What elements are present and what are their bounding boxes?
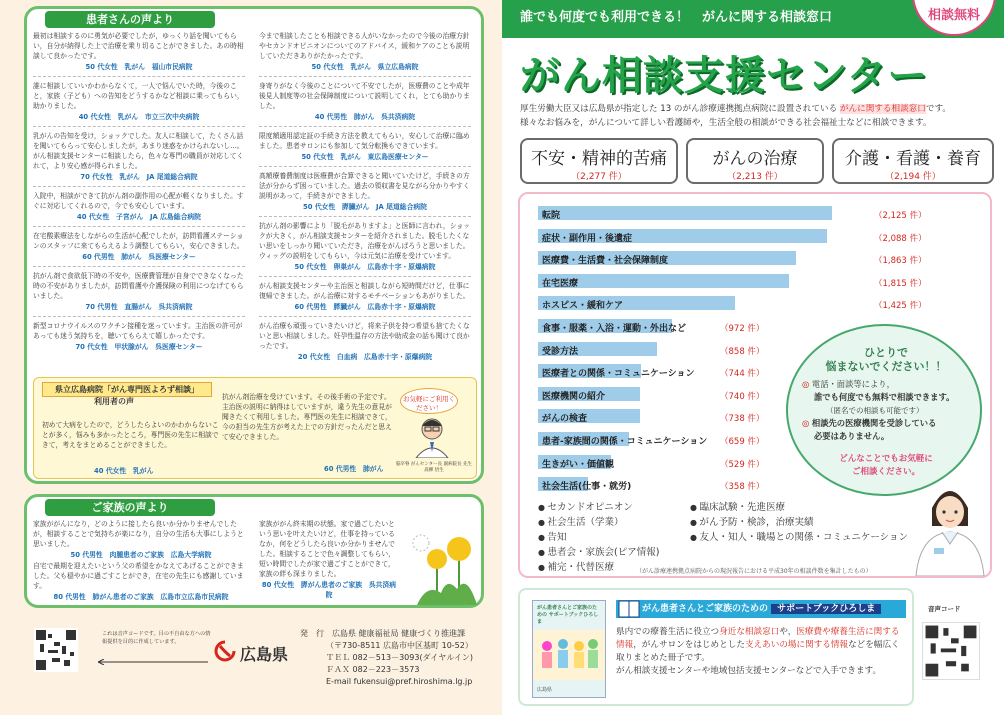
topic-item: ● 告知 <box>538 530 688 545</box>
portal-voices-box <box>33 377 477 479</box>
bullet-icon: ◎ <box>802 379 810 389</box>
topic-item: ● セカンドオピニオン <box>538 500 688 515</box>
publisher-email[interactable]: E-mail fukensui@pref.hiroshima.lg.jp <box>326 677 473 686</box>
topic-item: ● 友人・知人・職場との関係・コミュニケーション <box>690 530 990 545</box>
voice-signature: 50 代女性 卵巣がん 広島赤十字・原爆病院 <box>294 263 436 271</box>
book-icon <box>618 598 640 620</box>
chart-value-label: （2,088 件） <box>874 233 927 244</box>
cover-title: がん患者さんとご家族のための サポートブックひろしま <box>537 605 599 625</box>
cover-publisher: 広島県 <box>537 687 553 693</box>
voice-text: 乳がんの告知を受け，ショックでした。友人に相談して，たくさん話を聞いてもらって安心しましたが，あまり迷惑をかけられないし…。がん相談支援センターに相談したら，色々な専門の職員が対応してくれて，より安心感が得られました。 <box>33 132 244 170</box>
chart-bar-label: 患者-家族間の関係・コミュニケーション <box>542 437 708 447</box>
portal-subtitle: 利用者の声 <box>94 397 134 406</box>
intro-highlight: がんに関する相談窓口 <box>839 104 926 114</box>
family-voice-3: 家族ががん終末期の状態。家で過ごしたいという思いを叶えたいけど，仕事を持っているなか，何をどうしたら良いか分かりませんでした。相談することで色々調整してもらい，短い時間でしたが家で過ごすことができて，家族の絆も深まりました。 80 代女性 膵がん患者のご家族 呉共済病院 <box>259 520 397 599</box>
page-title: がん相談支援センター <box>520 53 929 99</box>
portal-left-text: 初めて大病をしたので，どうしたらよいのかわからないことが多く，悩みも多かったところ，専門医の先生に相談できて，考えをまとめることができました。 <box>42 421 219 449</box>
family-voices-panel <box>24 494 484 608</box>
free-badge: 相談無料 <box>912 0 996 36</box>
patient-voices-heading: 患者さんの声より <box>45 11 215 28</box>
chart-value-label: （972 件） <box>720 324 765 334</box>
publisher: 広島県 健康福祉局 健康づくり推進課 <box>332 629 466 638</box>
voice-text: 今まで相談したことも相談できる人がいなかったので今後の治療方針やセカンドオピニオンについてのアドバイス，緩和ケアのことも説明していただきありがたかったです。 <box>259 32 470 60</box>
doctor-avatar <box>412 416 452 458</box>
divider <box>259 276 471 277</box>
chart-value-label: （1,863 件） <box>874 256 927 267</box>
voice-text: 在宅酸素療法をしながらの生活が心配でしたが，訪問看護ステーションのスタッフに来てもらえるよう調整してもらい，安心できました。 <box>33 232 244 250</box>
portal-right-sig: 60 代男性 肺がん <box>324 465 384 473</box>
cover-people-icon <box>533 630 605 680</box>
patient-voices-panel <box>24 6 484 484</box>
book-icon-badge <box>618 598 640 620</box>
chart-value-label: （858 件） <box>720 346 765 357</box>
voice-signature: 50 代女性 乳がん 東広島医療センター <box>301 153 429 161</box>
topic-item: ● がん予防・検診，治療実績 <box>690 515 990 530</box>
category-treatment: がんの治療 （2,213 件） <box>686 138 824 184</box>
voice-code-note: これは音声コードです。目の不自由な方への情報提供を目的に作成しています。 <box>102 631 211 645</box>
voice-text: 新型コロナウイルスのワクチン接種を迷っています。主治医の許可があっても迷う気持ちを，聴いてもらえて嬉しかったです。 <box>33 322 243 340</box>
chart-bar-label: 食事・服薬・入浴・運動・外出など <box>542 324 687 334</box>
chart-value-label: （1,815 件） <box>874 278 927 289</box>
voice-code-label: 音声コード <box>928 605 961 613</box>
pref-emblem-icon <box>214 640 236 662</box>
bubble-closing-1: どんなことでもお気軽に <box>839 454 933 464</box>
nurse-illustration <box>910 478 990 576</box>
voice-signature: 50 代女性 膵臓がん JA 尾道総合病院 <box>303 203 427 211</box>
publisher-address: （〒730-8511 広島市中区基町 10-52） <box>326 641 473 650</box>
bubble-closing-2: ご相談ください。 <box>851 467 920 477</box>
portal-title-tag: 県立広島病院「がん専門医よろず相談」 <box>55 385 199 394</box>
voice-text: 誰に相談していいかわからなくて，一人で悩んでいた時，今後のこと，家族（子ども）への告知をどうするかなど相談に乗ってもらい，助かりました。 <box>33 82 244 110</box>
divider <box>259 316 471 317</box>
chart-value-label: （529 件） <box>720 459 765 470</box>
divider <box>259 166 471 167</box>
category-care: 介護・看護・養育 （2,194 件） <box>832 138 994 184</box>
topic-item: ● 補完・代替医療 <box>538 560 688 575</box>
chart-bar <box>538 206 832 220</box>
voice-signature: 20 代女性 白血病 広島赤十字・原爆病院 <box>297 353 433 361</box>
chart-bar-label: 生きがい・価値観 <box>542 459 615 470</box>
dandelion-illustration <box>407 523 481 605</box>
bubble-body: ◎ 電話・面談等により， 誰でも何度でも無料で相談できます。 （匿名での相談も可能です） ◎ 相談先の医療機関を受診している 必要はありません。 <box>802 379 955 441</box>
patient-voices-right-col <box>259 31 471 381</box>
pref-name: 広島県 <box>240 645 289 664</box>
divider <box>33 226 245 227</box>
divider <box>259 216 471 217</box>
chart-bar-label: 社会生活(仕事・就労) <box>542 482 632 493</box>
top-banner: 誰でも何度でも利用できる！ がんに関する相談窓口 <box>502 0 1004 38</box>
chart-bar-label: 医療費・生活費・社会保障制度 <box>542 256 669 267</box>
chart-value-label: （2,125 件） <box>874 211 927 221</box>
voice-signature: 40 代女性 乳がん 市立三次中央病院 <box>78 113 200 121</box>
chart-bar-label: 症状・副作用・後遺症 <box>542 233 633 244</box>
topic-item: ● 臨床試験・先進医療 <box>690 500 990 515</box>
voice-text: 抗がん剤で食欲低下時の不安や，医療費管理が自身でできなくなった時の不安がありましたが，訪問看護や介護保険の利用につなげてもらいました。 <box>33 272 244 300</box>
portal-title <box>42 382 212 397</box>
divider <box>33 76 245 77</box>
portal-right-text: 抗がん剤治療を受けています。その後手術の予定です。主治医の説明に納得はしていますが，違う先生の意見が聞きたくて利用しました。専門医の先生に相談できて，今の担当の先生方が考えた上での方針だったんだと思えて安心できました。 <box>222 393 392 441</box>
publisher-tel: ＴＥＬ 082－513－3093(ダイヤルイン) <box>326 653 474 662</box>
chart-value-label: （740 件） <box>720 391 765 402</box>
chart-source-note: （がん診療連携拠点病院からの現況報告における平成30年の相談件数を集計したもの） <box>636 568 872 575</box>
publisher-label: 発 行 <box>300 629 324 638</box>
chart-bar-label: 転院 <box>542 211 561 221</box>
voice-code-qr-left <box>34 628 78 672</box>
voice-text: 入院中，相談ができて抗がん剤の副作用の心配が軽くなりました。すぐに対応してくれるので，今でも安心しています。 <box>33 192 244 210</box>
divider <box>33 186 245 187</box>
divider <box>33 266 245 267</box>
bubble-title-1: ひとりで <box>864 346 908 359</box>
chart-bar-label: がんの検査 <box>542 414 588 425</box>
voice-signature: 70 代男性 直腸がん 呉共済病院 <box>85 303 193 311</box>
other-topics-left <box>538 500 688 575</box>
bubble-title-2: 悩まないでください！！ <box>825 360 947 373</box>
family-voice-2: 自宅で最期を迎えたいという父の希望をかなえてあげることができました。父も穏やかに過ごすことができ，在宅の先生にも感謝しています。 80 代男性 肺がん患者のご家族 広島市立広島市民病院 <box>33 562 244 601</box>
topic-item: ● 患者会・家族会(ピア情報) <box>538 545 688 560</box>
chart-bar-label: 医療機関の紹介 <box>542 391 606 402</box>
bullet-icon: ◎ <box>802 418 810 428</box>
doctor-caption: 脳卒脊 がんセンター長 副病院長 先生 髙柳 悟生 <box>395 462 477 473</box>
chart-value-label: （358 件） <box>720 482 765 493</box>
publisher-fax: ＦＡＸ 082－223－3573 <box>326 665 420 674</box>
right-page <box>502 0 1004 715</box>
patient-voices-left-col <box>33 31 245 352</box>
qr-code-icon <box>34 628 78 672</box>
portal-callout: お気軽にご利用ください！ <box>400 388 458 414</box>
chart-value-label: （738 件） <box>720 414 765 425</box>
chart-bar-label: 医療者との関係・コミュニケーション <box>542 369 695 380</box>
voice-text: 抗がん剤の影響により「脱毛がありますよ」と医師に言われ，ショックが大きく，がん相談支援センターを紹介されました。脱毛したくない思いをしっかり聞いていただき，治療をがんばろうと思いました。ウィッグの説明をしてもらい，今は元気に治療を受けています。 <box>259 222 470 260</box>
family-voice-1: 家族ががんになり，どのように接したら良いか分かりませんでしたが，相談することで気持ちが楽になり，自分の生活も大事にしようと思いました。 50 代男性 肉腫患者のご家族 広島大学病院 <box>33 520 244 559</box>
family-voices-heading: ご家族の声より <box>45 499 215 516</box>
voice-text: がん相談支援センターや主治医と相談しながら短時間だけど，仕事に復帰できました。がん治療に対するモチベーションもあがりました。 <box>259 282 470 300</box>
chart-bar-label: 受診方法 <box>542 346 579 357</box>
divider <box>259 76 471 77</box>
topic-item: ● 社会生活（学業） <box>538 515 688 530</box>
consultation-chart <box>518 192 992 578</box>
voice-text: 高額療養費制度は医療費が合算できると聞いていたけど，手続きの方法が分からず困っていました。過去の領収書を見ながら分かりやすく説明があって，手続きができました。 <box>259 172 470 200</box>
voice-signature: 60 代男性 肺がん 呉医療センター <box>82 253 196 261</box>
qr-code-icon <box>923 623 979 679</box>
voice-signature: 40 代男性 肺がん 呉共済病院 <box>314 113 416 121</box>
voice-signature: 70 代女性 乳がん JA 尾道総合病院 <box>80 173 198 181</box>
doctor-icon <box>412 416 452 458</box>
intro-text: 厚生労働大臣又は広島県が指定した 13 のがん診療連携拠点病院に設置されている がんに関する相談窓口です。 様々なお悩みを，がんについて詳しい看護師や，生活全般の相談ができる社会福祉士などに相談できます。 <box>520 104 951 128</box>
chart-bar-label: 在宅医療 <box>542 278 579 289</box>
voice-signature: 50 代女性 乳がん 福山市民病院 <box>85 63 193 71</box>
chart-value-label: （744 件） <box>720 369 765 380</box>
voice-signature: 40 代女性 子宮がん JA 広島総合病院 <box>77 213 201 221</box>
voice-signature: 70 代女性 甲状腺がん 呉医療センター <box>75 343 203 351</box>
voice-text: がん治療も頑張っていきたいけど，将来子供を持つ希望も捨てたくないと思い相談しました。妊孕性温存の方法や助成金の話も聞けて良かったです。 <box>259 322 470 350</box>
portal-left-sig: 40 代女性 乳がん <box>94 467 154 475</box>
divider <box>33 316 245 317</box>
chart-value-label: （1,425 件） <box>874 301 927 312</box>
voice-text: 身寄りがなく今後のことについて不安でしたが，医療費のことや成年後見人制度等の社会保障制度について説明してくれ，とても助かりました。 <box>259 82 470 110</box>
chart-value-label: （659 件） <box>720 437 765 447</box>
category-anxiety: 不安・精神的苦痛 （2,277 件） <box>520 138 678 184</box>
publisher-block <box>300 628 500 688</box>
support-book-cover <box>532 600 606 698</box>
voice-signature: 60 代男性 膵臓がん 広島赤十字・原爆病院 <box>294 303 436 311</box>
dandelion-icon <box>407 523 481 605</box>
voice-text: 限度額適用認定証の手続き方法を教えてもらい，安心して治療に臨めました。患者サロンにも参加して気分転換もできています。 <box>259 132 470 150</box>
support-book-section <box>518 588 914 706</box>
divider <box>33 126 245 127</box>
hiroshima-pref-logo <box>214 640 236 662</box>
voice-text: 最初は相談するのに勇気が必要でしたが，ゆっくり話を聞いてもらい，自分が納得した上で治療を乗り切ることができました。あの時相談して良かったです。 <box>33 32 244 60</box>
nurse-icon <box>910 478 990 576</box>
arrow-left-icon <box>98 650 208 656</box>
chart-bar-label: ホスピス・緩和ケア <box>542 301 624 312</box>
voice-signature: 50 代女性 乳がん 県立広島病院 <box>311 63 419 71</box>
voice-code-qr-right <box>922 622 980 680</box>
support-book-body: 県内での療養生活に役立つ身近な相談窓口や，医療費や療養生活に関する情報，がんサロンをはじめとした支えあいの場に関する情報などを幅広く取りまとめた冊子です。 がん相談支援センターや地域包括支援センターなどで入手できます。 <box>616 627 900 676</box>
reassurance-bubble <box>786 324 982 496</box>
support-book-heading: がん患者さんとご家族のための サポートブックひろしま <box>616 600 906 618</box>
divider <box>259 126 471 127</box>
